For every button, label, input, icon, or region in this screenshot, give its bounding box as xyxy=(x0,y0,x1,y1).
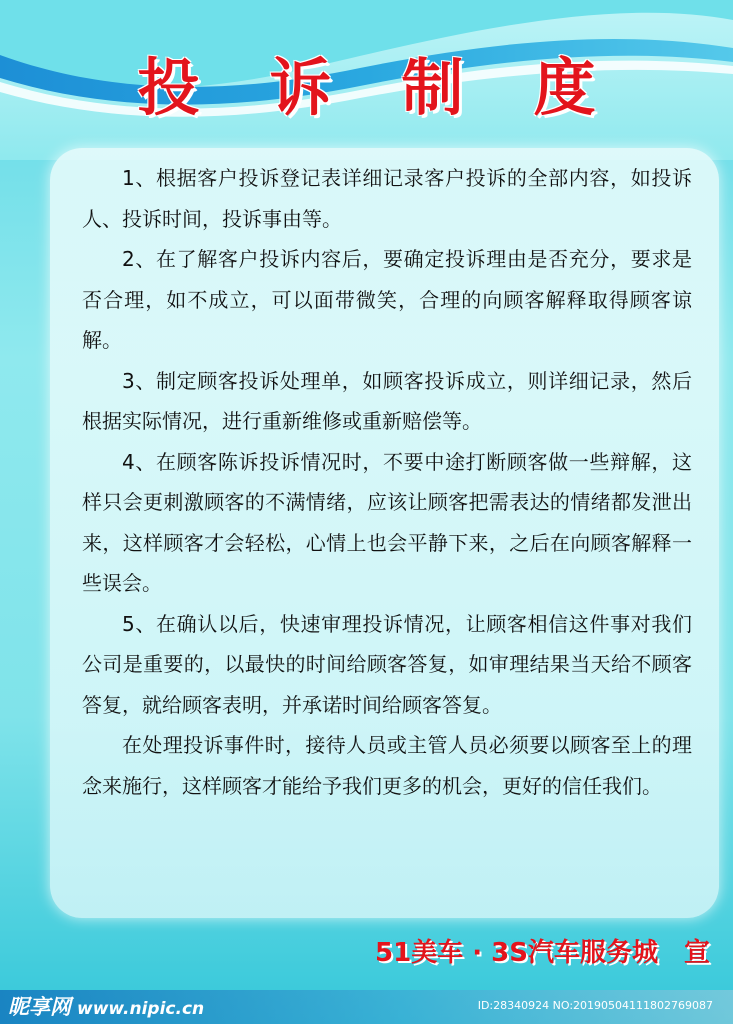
watermark-id: ID:28340924 NO:20190504111802769087 xyxy=(477,999,713,1012)
rule-paragraph-2: 2、在了解客户投诉内容后，要确定投诉理由是否充分，要求是否合理，如不成立，可以面带微笑，合理的向顾客解释取得顾客谅解。 xyxy=(82,247,692,352)
rule-paragraph-4: 4、在顾客陈诉投诉情况时，不要中途打断顾客做一些辩解，这样只会更刺激顾客的不满情绪，应该让顾客把需表达的情绪都发泄出来，这样顾客才会轻松，心情上也会平静下来，之后在向顾客解释一些误会。 xyxy=(82,449,692,595)
watermark-logo xyxy=(8,993,204,1023)
watermark-logo-text: 昵享网 xyxy=(8,995,71,1019)
watermark-url: www.nipic.cn xyxy=(77,999,205,1019)
rule-paragraph-5: 5、在确认以后，快速审理投诉情况，让顾客相信这件事对我们公司是重要的，以最快的时间给顾客答复，如审理结果当天给不顾客答复，就给顾客表明，并承诺时间给顾客答复。 xyxy=(82,611,692,717)
rules-text xyxy=(82,158,692,806)
closing-paragraph: 在处理投诉事件时，接待人员或主管人员必须要以顾客至上的理念来施行，这样顾客才能给予我们更多的机会，更好的信任我们。 xyxy=(82,733,692,798)
page-title: 投诉制度 xyxy=(137,51,666,124)
footer-signature: 51美车 · 3S汽车服务城 宣 xyxy=(375,938,710,968)
rule-paragraph-3: 3、制定顾客投诉处理单，如顾客投诉成立，则详细记录，然后根据实际情况，进行重新维修或重新赔偿等。 xyxy=(82,368,692,433)
rule-paragraph-1: 1、根据客户投诉登记表详细记录客户投诉的全部内容，如投诉人、投诉时间，投诉事由等。 xyxy=(82,166,692,231)
